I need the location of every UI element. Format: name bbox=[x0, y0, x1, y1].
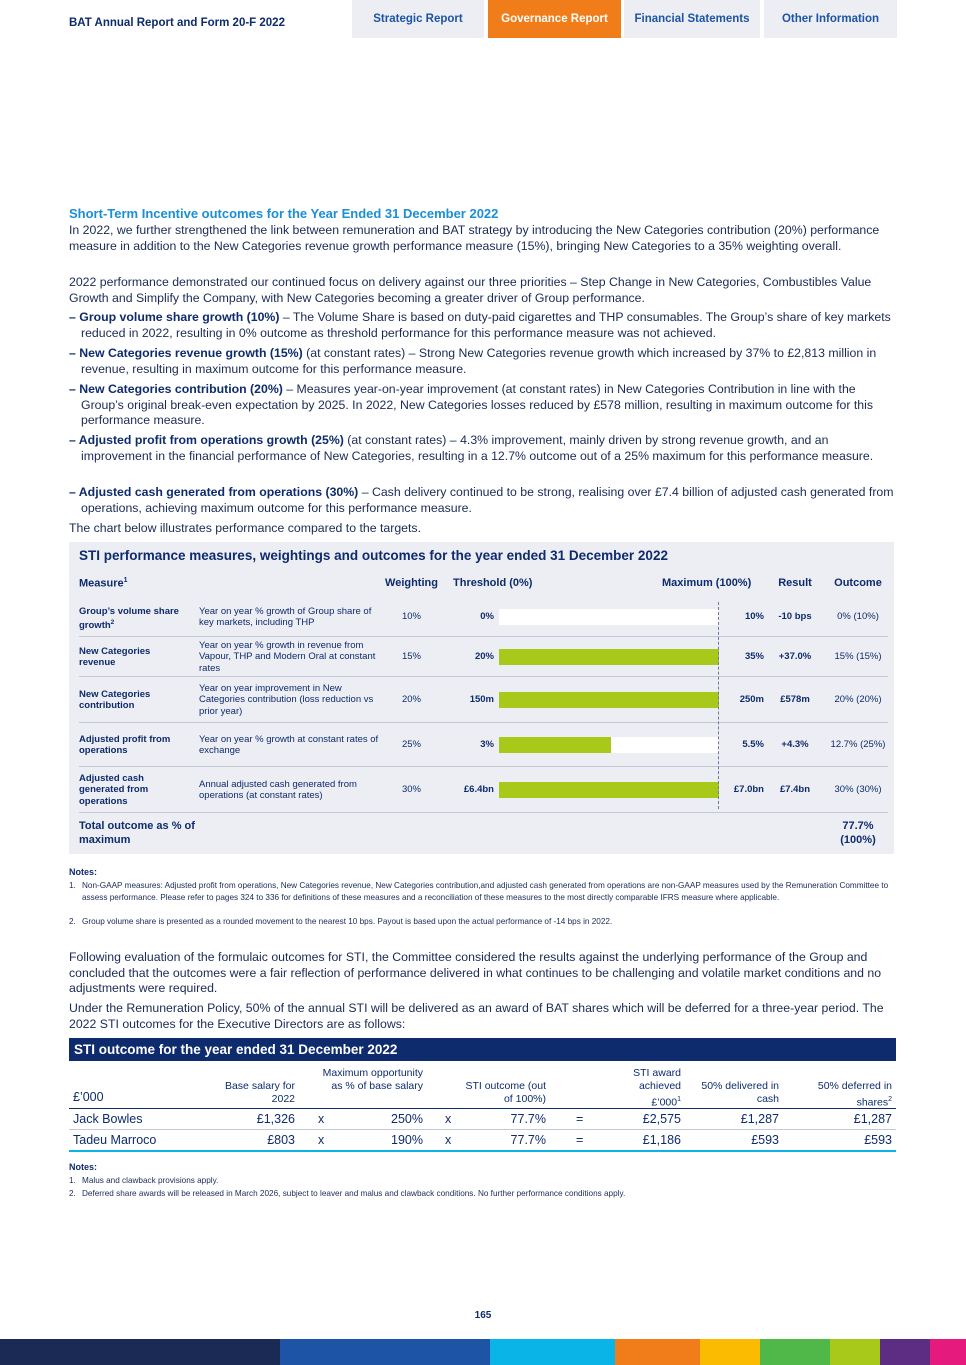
row-result: +4.3% bbox=[781, 739, 809, 750]
col-measure-label: Measure bbox=[79, 577, 124, 590]
maximum-dashed-line bbox=[718, 602, 719, 809]
col-result-header: Result bbox=[778, 577, 812, 589]
chart-row bbox=[69, 637, 894, 677]
row-outcome: 15% (15%) bbox=[834, 651, 882, 662]
sti-performance-chart bbox=[69, 542, 894, 854]
row-measure bbox=[79, 689, 189, 712]
row-measure-text: Adjusted profit from operations bbox=[79, 733, 171, 756]
note-number: 2. bbox=[69, 917, 76, 926]
bar-fill bbox=[499, 649, 719, 665]
chart-row bbox=[69, 767, 894, 813]
row-description: Annual adjusted cash generated from operations (at constant rates) bbox=[199, 778, 357, 801]
note-text: Deferred share awards will be released in March 2026, subject to leaver and malus and clawback conditions. No further performance conditions apply. bbox=[82, 1189, 626, 1198]
row-outcome: 12.7% (25%) bbox=[830, 739, 886, 750]
row-measure bbox=[79, 606, 189, 632]
stripe-segment bbox=[830, 1339, 880, 1365]
row-deferred: £593 bbox=[864, 1133, 892, 1147]
bar-track bbox=[499, 692, 719, 708]
bar-track bbox=[499, 609, 719, 625]
bullet-adjusted-cash bbox=[69, 485, 901, 516]
note-1 bbox=[69, 880, 899, 903]
chart-row bbox=[69, 723, 894, 767]
row-description: Year on year % growth of Group share of key markets, including THP bbox=[199, 605, 372, 628]
row-sti-award: £2,575 bbox=[642, 1112, 681, 1126]
bullet-bold: – New Categories contribution (20%) bbox=[69, 382, 283, 396]
row-threshold: 0% bbox=[480, 611, 494, 622]
table-notes-heading: Notes: bbox=[69, 1162, 98, 1172]
stripe-segment bbox=[615, 1339, 700, 1365]
stripe-segment bbox=[280, 1339, 490, 1365]
row-result: -10 bps bbox=[778, 611, 812, 622]
row-measure-sup: 2 bbox=[110, 619, 115, 626]
th-unit: £’000 bbox=[73, 1090, 104, 1104]
row-sti-outcome: 77.7% bbox=[510, 1133, 546, 1147]
chart-row bbox=[69, 677, 894, 723]
row-base-salary: £803 bbox=[267, 1133, 295, 1147]
row-weighting: 25% bbox=[401, 739, 421, 750]
sti-table-title bbox=[69, 1038, 896, 1061]
row-cash: £1,287 bbox=[740, 1112, 779, 1126]
note-number: 1. bbox=[69, 881, 76, 890]
bullet-nc-contribution bbox=[69, 382, 901, 429]
row-outcome: 0% (10%) bbox=[837, 611, 879, 622]
bar-fill bbox=[499, 782, 719, 798]
bullet-text: – Cash delivery continued to be strong, realising over £7.4 billion of adjusted cash generated from operations, achieving maximum outcome for this performance measure. bbox=[81, 485, 894, 515]
row-measure-text: Adjusted cash generated from operations bbox=[79, 772, 149, 807]
note-text: Malus and clawback provisions apply. bbox=[82, 1176, 219, 1185]
bullet-text: – Measures year-on-year improvement (at constant rates) in New Categories Contribution in line with the Group’s original break-even expectation by 2025. In 2022, New Categories losses reduced by £578 million, resulting in maximum outcome for this performance measure. bbox=[81, 382, 873, 427]
row-weighting: 30% bbox=[401, 784, 421, 795]
row-description: Year on year % growth at constant rates of exchange bbox=[199, 733, 379, 756]
intro-paragraph-1: In 2022, we further strengthened the link between remuneration and BAT strategy by introducing the New Categories contribution (20%) performance measure in addition to the New Categories revenue growth performance measure (15%), bringing New Categories to a 35% weighting overall. bbox=[69, 223, 880, 253]
note-text: Group volume share is presented as a rounded movement to the nearest 10 bps. Payout is based upon the actual performance of -14 bps in 2022. bbox=[82, 917, 613, 926]
note-number: 1. bbox=[69, 1176, 76, 1185]
th-sti-award-text: STI award achieved £’000 bbox=[633, 1067, 681, 1109]
th-base-salary: Base salary for 2022 bbox=[224, 1080, 295, 1105]
stripe-segment bbox=[930, 1339, 966, 1365]
row-divider bbox=[69, 1129, 896, 1130]
tab-strategic-report[interactable]: Strategic Report bbox=[352, 0, 484, 38]
row-measure-text: New Categories contribution bbox=[79, 688, 151, 711]
row-maximum: £7.0bn bbox=[733, 784, 764, 795]
sti-table-title-text: STI outcome for the year ended 31 December 2022 bbox=[74, 1042, 398, 1057]
note-number: 2. bbox=[69, 1189, 76, 1198]
evaluation-paragraph: Following evaluation of the formulaic outcomes for STI, the Committee considered the results against the underlying performance of the Group and concluded that the outcomes were a fair reflection of performance delivered in what continues to be challenging and volatile market conditions and no adjustments were required. bbox=[69, 950, 882, 995]
row-maximum: 250m bbox=[739, 694, 764, 705]
bullet-text: – The Volume Share is based on duty-paid cigarettes and THP consumables. The Group’s share of key markets reduced in 2022, resulting in 0% outcome as threshold performance for this performance measure was not achieved. bbox=[81, 310, 891, 340]
row-op-times: x bbox=[318, 1112, 325, 1126]
stripe-segment bbox=[0, 1339, 280, 1365]
tab-financial-statements[interactable]: Financial Statements bbox=[624, 0, 760, 38]
note-text: Non-GAAP measures: Adjusted profit from operations, New Categories revenue, New Categories contribution,and adjusted cash generated from operations are non-GAAP measures used by the Remuneration Committee to assess performance. Please refer to pages 324 to 336 for definitions of these measures and a reconciliation of these measures to the most directly comparable IFRS measure where applicable. bbox=[82, 881, 889, 902]
bullet-text: (at constant rates) – Strong New Categories revenue growth which increased by 37% to £2,813 million in revenue, resulting in maximum outcome for this performance measure. bbox=[81, 346, 877, 376]
row-result: +37.0% bbox=[778, 651, 812, 662]
stripe-segment bbox=[700, 1339, 760, 1365]
row-measure bbox=[79, 773, 189, 808]
row-max-opportunity: 250% bbox=[391, 1112, 423, 1126]
bullet-bold: – Group volume share growth (10%) bbox=[69, 310, 280, 324]
table-note-1 bbox=[69, 1175, 899, 1187]
table-note-2 bbox=[69, 1188, 899, 1200]
row-result: £7.4bn bbox=[779, 784, 811, 795]
row-maximum: 10% bbox=[744, 611, 764, 622]
col-weighting-header: Weighting bbox=[385, 577, 438, 589]
bar-fill bbox=[499, 737, 611, 753]
row-measure-text: New Categories revenue bbox=[79, 645, 151, 668]
row-measure bbox=[79, 646, 189, 669]
row-description: Year on year % growth in revenue from Vapour, THP and Modern Oral at constant rates bbox=[199, 639, 376, 674]
row-cash: £593 bbox=[751, 1133, 779, 1147]
row-op-times: x bbox=[318, 1133, 325, 1147]
stripe-segment bbox=[760, 1339, 830, 1365]
row-description: Year on year improvement in New Categories contribution (loss reduction vs prior year) bbox=[199, 682, 374, 717]
col-outcome-header: Outcome bbox=[834, 577, 882, 589]
row-threshold: 3% bbox=[480, 739, 494, 750]
intro-paragraph-2: 2022 performance demonstrated our continued focus on delivery against our three priorities – Step Change in New Categories, Combustibles Value Growth and Simplify the Company, with New Categories becoming a greater driver of Group performance. bbox=[69, 275, 872, 305]
chart-intro: The chart below illustrates performance compared to the targets. bbox=[69, 521, 421, 535]
row-outcome: 30% (30%) bbox=[834, 784, 882, 795]
th-sti-outcome: STI outcome (out of 100%) bbox=[465, 1080, 546, 1105]
report-title: BAT Annual Report and Form 20-F 2022 bbox=[69, 17, 285, 29]
row-measure-text: Group’s volume share growth bbox=[79, 605, 179, 632]
row-separator bbox=[79, 812, 888, 813]
row-op-equals: = bbox=[576, 1133, 584, 1147]
row-threshold: £6.4bn bbox=[463, 784, 494, 795]
col-threshold-header: Threshold (0%) bbox=[453, 577, 533, 589]
total-outcome-label: Total outcome as % of maximum bbox=[79, 820, 195, 846]
row-base-salary: £1,326 bbox=[256, 1112, 295, 1126]
tab-other-information[interactable]: Other Information bbox=[764, 0, 897, 38]
bar-track bbox=[499, 649, 719, 665]
bullet-bold: – Adjusted cash generated from operations (30%) bbox=[69, 485, 359, 499]
bar-fill bbox=[499, 692, 719, 708]
row-result: £578m bbox=[780, 694, 810, 705]
row-op-times: x bbox=[445, 1112, 452, 1126]
notes-heading: Notes: bbox=[69, 867, 98, 877]
row-sti-award: £1,186 bbox=[642, 1133, 681, 1147]
bar-track bbox=[499, 737, 719, 753]
table-bottom-rule bbox=[69, 1150, 896, 1152]
th-deferred-text: 50% deferred in shares bbox=[817, 1080, 892, 1109]
bullet-text: (at constant rates) – 4.3% improvement, mainly driven by strong revenue growth, and an improvement in the financial performance of New Categories, resulting in a 12.7% outcome out of a 25% maximum for this performance measure. bbox=[81, 433, 874, 463]
tab-governance-report[interactable]: Governance Report bbox=[488, 0, 621, 38]
policy-paragraph: Under the Remuneration Policy, 50% of the annual STI will be delivered as an award of BAT shares which will be deferred for a three-year period. The 2022 STI outcomes for the Executive Directors are as follows: bbox=[69, 1001, 884, 1031]
row-name: Tadeu Marroco bbox=[73, 1133, 157, 1147]
row-weighting: 20% bbox=[401, 694, 421, 705]
bullet-volume-share bbox=[69, 310, 901, 341]
bullet-adjusted-profit bbox=[69, 433, 901, 464]
row-maximum: 5.5% bbox=[742, 739, 764, 750]
bullet-bold: – New Categories revenue growth (15%) bbox=[69, 346, 303, 360]
row-sti-outcome: 77.7% bbox=[510, 1112, 546, 1126]
col-measure-header bbox=[79, 577, 128, 590]
table-divider bbox=[69, 1108, 896, 1109]
bar-track bbox=[499, 782, 719, 798]
row-deferred: £1,287 bbox=[853, 1112, 892, 1126]
th-deferred bbox=[795, 1080, 892, 1110]
th-sti-award bbox=[615, 1067, 681, 1110]
chart-title: STI performance measures, weightings and outcomes for the year ended 31 December 2022 bbox=[79, 548, 668, 563]
row-outcome: 20% (20%) bbox=[834, 694, 882, 705]
note-2 bbox=[69, 916, 899, 928]
bullet-nc-revenue bbox=[69, 346, 901, 377]
th-max-opportunity: Maximum opportunity as % of base salary bbox=[322, 1067, 423, 1092]
row-threshold: 20% bbox=[474, 651, 494, 662]
section-heading: Short-Term Incentive outcomes for the Year Ended 31 December 2022 bbox=[69, 206, 499, 221]
row-op-times: x bbox=[445, 1133, 452, 1147]
row-measure bbox=[79, 734, 189, 757]
chart-row bbox=[69, 597, 894, 637]
bullet-bold: – Adjusted profit from operations growth (25%) bbox=[69, 433, 344, 447]
page-number: 165 bbox=[474, 1310, 492, 1321]
row-weighting: 15% bbox=[401, 651, 421, 662]
row-threshold: 150m bbox=[469, 694, 494, 705]
stripe-segment bbox=[880, 1339, 930, 1365]
row-op-equals: = bbox=[576, 1112, 584, 1126]
total-outcome-value: 77.7% (100%) bbox=[840, 820, 876, 846]
th-deferred-sup: 2 bbox=[888, 1096, 892, 1103]
row-name: Jack Bowles bbox=[73, 1112, 143, 1126]
th-cash: 50% delivered in cash bbox=[701, 1080, 779, 1105]
row-maximum: 35% bbox=[744, 651, 764, 662]
footer-color-stripe bbox=[0, 1339, 966, 1365]
col-measure-sup: 1 bbox=[123, 577, 128, 584]
row-max-opportunity: 190% bbox=[391, 1133, 423, 1147]
col-maximum-header: Maximum (100%) bbox=[662, 577, 752, 589]
stripe-segment bbox=[490, 1339, 615, 1365]
row-weighting: 10% bbox=[401, 611, 421, 622]
th-sti-award-sup: 1 bbox=[677, 1096, 681, 1103]
